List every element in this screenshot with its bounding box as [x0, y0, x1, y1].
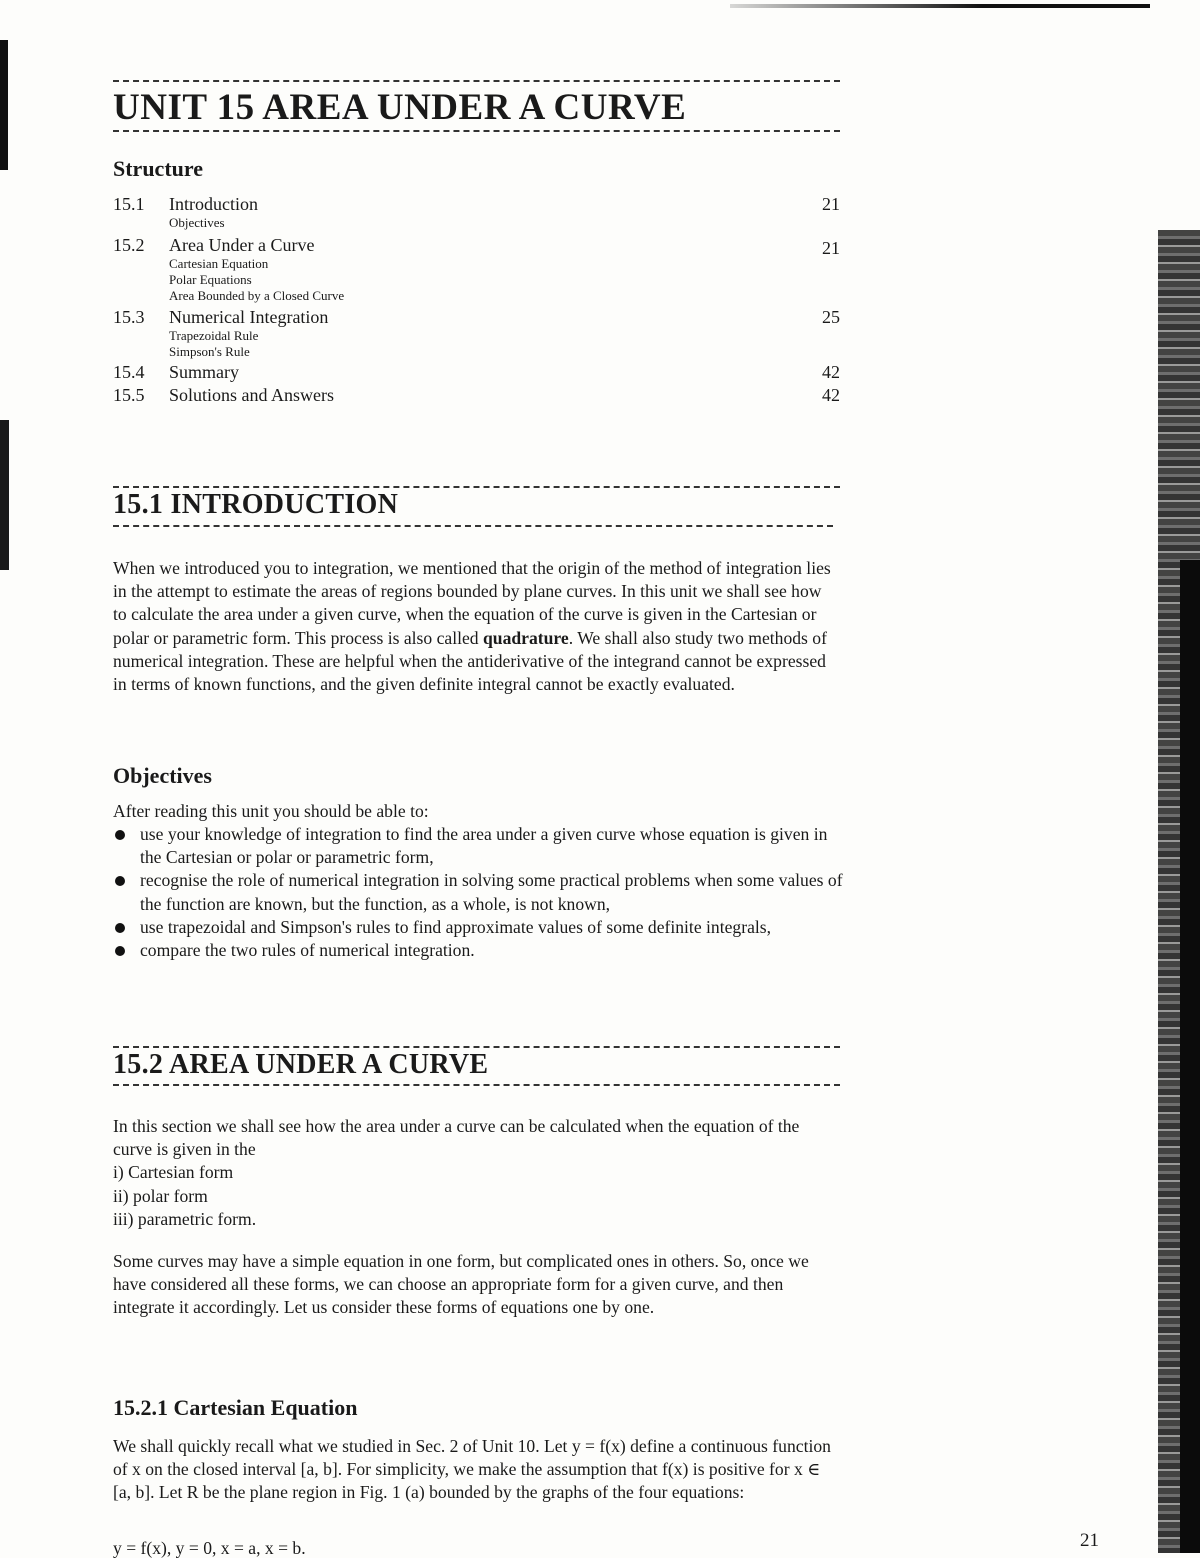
list-item-text: compare the two rules of numerical integration. [140, 940, 475, 961]
toc-subentry: Simpson's Rule [169, 344, 250, 359]
toc-entry-label: Summary [169, 362, 239, 382]
list-item [113, 823, 843, 869]
toc-entry [113, 234, 840, 256]
list-item [113, 869, 843, 915]
objectives-intro: After reading this unit you should be able to: [113, 801, 429, 821]
equations-line: y = f(x), y = 0, x = a, x = b. [113, 1538, 306, 1558]
toc-entry-page: 42 [822, 385, 840, 405]
objectives-heading: Objectives [113, 763, 212, 788]
toc-entry [113, 361, 840, 383]
section-rule-bottom [113, 525, 833, 527]
paragraph-text: When we introduced you to integration, we mentioned that the origin of the method of integration lies in the attempt to estimate the areas of regions bounded by plane curves. In this unit we shall see how to calculate the area under a given curve, when the equation of the curve is given in the Cartesian or polar or parametric form. This process is also called [113, 558, 831, 648]
toc-subentry: Area Bounded by a Closed Curve [169, 288, 345, 303]
list-item-text: use your knowledge of integration to find the area under a given curve whose equation is given in the Cartesian or polar or parametric form, [140, 824, 828, 868]
scan-artifact-top [730, 4, 1150, 8]
page-number: 21 [1080, 1530, 1099, 1551]
section-rule-top [113, 486, 840, 488]
toc-entry-page: 25 [822, 307, 840, 327]
list-item [113, 916, 843, 939]
list-item: iii) parametric form. [113, 1209, 257, 1229]
toc-entry [113, 306, 840, 328]
toc-entry-number: 15.3 [113, 307, 145, 327]
objectives-list [113, 823, 843, 962]
toc-entry-page: 21 [822, 194, 840, 214]
bullet-icon [115, 946, 125, 956]
title-rule-top [113, 80, 840, 82]
toc-subentry: Objectives [169, 215, 225, 230]
section-rule-bottom [113, 1084, 840, 1086]
toc-subentry: Polar Equations [169, 272, 252, 287]
toc-entry [113, 384, 840, 406]
scan-artifact-left-2 [0, 420, 9, 570]
toc-entry-label: Solutions and Answers [169, 385, 335, 405]
toc-entry [113, 193, 840, 215]
toc-entry-label: Numerical Integration [169, 307, 329, 327]
toc-entry-page: 21 [822, 238, 840, 258]
toc-entry-number: 15.1 [113, 194, 145, 214]
title-rule-bottom [113, 130, 840, 132]
section-heading-introduction: 15.1 INTRODUCTION [113, 489, 399, 520]
paragraph-text: . We shall also study two methods of numerical integration. These are helpful when the antiderivative of the integrand cannot be expressed in terms of known functions, and the given definite integral cannot be exactly evaluated. [113, 627, 827, 695]
toc-entry-number: 15.2 [113, 235, 145, 255]
scan-artifact-right-dark [1180, 560, 1200, 1553]
toc-entry-number: 15.4 [113, 362, 145, 382]
toc-subentry: Cartesian Equation [169, 256, 269, 271]
list-item-text: use trapezoidal and Simpson's rules to find approximate values of some definite integrals, [140, 916, 772, 937]
cartesian-paragraph: We shall quickly recall what we studied in Sec. 2 of Unit 10. Let y = f(x) define a continuous function of x on the closed interval [a, b]. For simplicity, we make the assumption that f(x) is positive for x ∈ [a, b]. Let R be the plane region in Fig. 1 (a) bounded by the graphs of the four equations: [113, 1436, 831, 1503]
toc-subentry: Trapezoidal Rule [169, 328, 259, 343]
section-heading-area-under-curve: 15.2 AREA UNDER A CURVE [113, 1049, 489, 1080]
toc-entry-label: Area Under a Curve [169, 235, 315, 255]
unit-title: UNIT 15 AREA UNDER A CURVE [113, 87, 687, 128]
area-paragraph-1: In this section we shall see how the area under a curve can be calculated when the equation of the curve is given in the [113, 1116, 800, 1160]
list-item-text: recognise the role of numerical integration in solving some practical problems when some values of the function are known, but the function, as a whole, is not known, [140, 870, 843, 914]
forms-list [113, 1161, 256, 1232]
toc-entry-label: Introduction [169, 194, 258, 214]
toc-entry-page: 42 [822, 362, 840, 382]
bullet-icon [115, 830, 125, 840]
list-item: ii) polar form [113, 1185, 208, 1206]
section-rule-top [113, 1046, 840, 1048]
area-paragraph-2: Some curves may have a simple equation in one form, but complicated ones in others. So, once we have considered all these forms, we can choose an appropriate form for a given curve, and then integrate it accordingly. Let us consider these forms of equations one by one. [113, 1251, 809, 1318]
bullet-icon [115, 923, 125, 933]
structure-heading: Structure [113, 156, 204, 181]
toc-entry-number: 15.5 [113, 385, 145, 405]
scan-artifact-left [0, 40, 8, 170]
table-of-contents [113, 193, 840, 406]
introduction-paragraph [113, 557, 838, 696]
subsection-heading-cartesian: 15.2.1 Cartesian Equation [113, 1395, 358, 1420]
bold-term: quadrature [483, 627, 569, 648]
list-item: i) Cartesian form [113, 1162, 234, 1182]
bullet-icon [115, 876, 125, 886]
list-item [113, 939, 843, 962]
